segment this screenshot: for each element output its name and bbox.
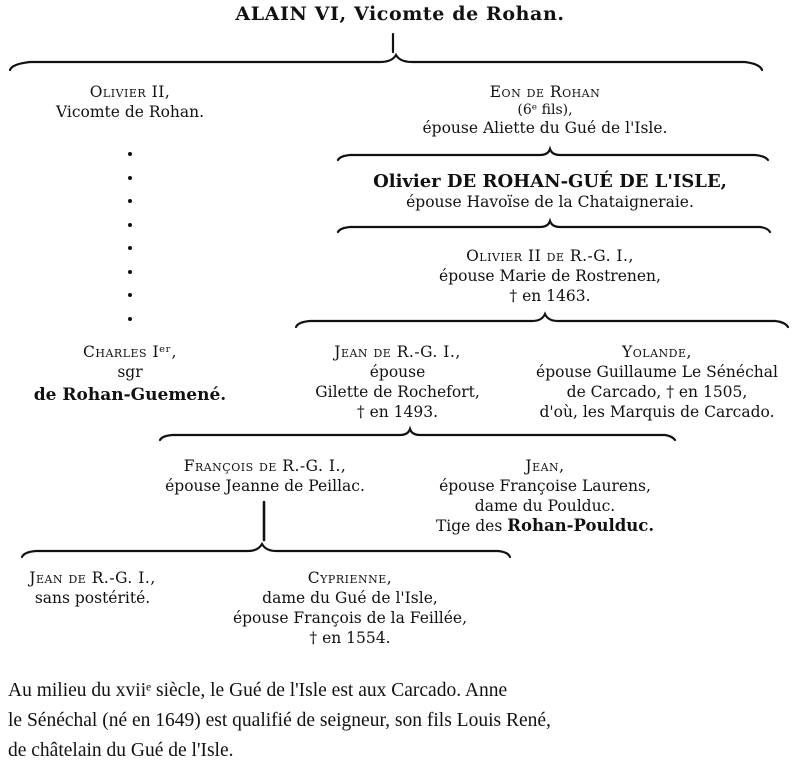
tige-house: Rohan-Poulduc. [507, 516, 655, 535]
paragraph-line: le Sénéchal (né en 1649) est qualifié de seigneur, son fils Louis René, [8, 710, 551, 731]
brace-gen1 [10, 55, 762, 70]
brace-olivier2 [296, 314, 788, 327]
person-note: sans postérité. [34, 589, 151, 607]
person-death: † en 1493. [356, 403, 439, 421]
person-tige [395, 516, 695, 536]
person-spouse: épouse Havoïse de la Chataigneraie. [406, 193, 694, 211]
person-olivier-de-rohan-gue [320, 172, 780, 212]
lineage-dot [128, 199, 132, 203]
lineage-dot [128, 293, 132, 297]
person-cyprienne [200, 568, 500, 648]
person-name: Cyprienne, [307, 569, 393, 587]
person-spouse: épouse François de la Feillée, [232, 609, 468, 627]
brace-eon [338, 149, 768, 160]
person-name: Jean de R.-G. I., [29, 569, 156, 587]
person-title: dame du Gué de l'Isle, [262, 589, 438, 607]
person-charles-i [0, 342, 260, 408]
paragraph-line: Au milieu du xviiᵉ siècle, le Gué de l'Isle est aux Carcado. Anne [8, 680, 508, 701]
person-line: de Carcado, † en 1505, [566, 383, 748, 401]
person-name: Olivier II, [89, 83, 171, 101]
lineage-dot [128, 176, 132, 180]
brace-olivier [338, 221, 770, 232]
person-death: † en 1554. [309, 629, 391, 647]
person-eon-de-rohan [380, 82, 710, 138]
person-title: dame du Poulduc. [474, 497, 616, 515]
person-house: de Rohan-Guemené. [33, 385, 227, 405]
person-name: François de R.-G. I., [183, 457, 347, 475]
dotted-lineage [126, 152, 134, 340]
lineage-dot [128, 317, 132, 321]
person-note: (6ᵉ fils), [517, 102, 573, 118]
person-jean-rgi-1493 [285, 342, 510, 422]
lineage-dot [128, 152, 132, 156]
person-spouse: Gilette de Rochefort, [315, 383, 480, 401]
lineage-dot [128, 270, 132, 274]
person-name: Jean, [525, 457, 565, 475]
person-name: Eon de Rohan [489, 83, 601, 101]
person-line: d'où, les Marquis de Carcado. [539, 403, 775, 421]
brace-francois [22, 544, 510, 557]
person-francois-rgi [120, 456, 410, 496]
person-spouse: épouse Jeanne de Peillac. [165, 477, 365, 495]
person-name: Yolande, [622, 343, 692, 361]
lineage-dot [128, 246, 132, 250]
root-person [0, 4, 800, 24]
brace-jean1 [160, 429, 675, 440]
person-spouse: épouse Marie de Rostrenen, [439, 267, 661, 285]
person-name: Charles Iᵉʳ, [83, 343, 177, 361]
person-olivier-ii-rgi [380, 246, 720, 306]
lineage-dot [128, 223, 132, 227]
root-name: ALAIN VI, Vicomte de Rohan. [235, 3, 565, 25]
person-spouse: épouse Aliette du Gué de l'Isle. [422, 119, 668, 137]
person-title: Vicomte de Rohan. [55, 103, 205, 121]
person-jean-rgi-sans-posterite [0, 568, 185, 608]
person-spouse: épouse Françoise Laurens, [439, 477, 651, 495]
person-olivier-ii-vicomte [30, 82, 230, 122]
person-sgr: sgr [117, 363, 143, 381]
person-name: Olivier II de R.-G. I., [466, 247, 634, 265]
person-epouse: épouse [369, 363, 426, 381]
person-death: † en 1463. [509, 287, 591, 305]
tige-prefix: Tige des [435, 517, 503, 535]
person-jean-poulduc [395, 456, 695, 536]
person-name: Olivier DE ROHAN-GUÉ DE L'ISLE, [373, 171, 727, 192]
person-line: épouse Guillaume Le Sénéchal [536, 363, 778, 381]
person-yolande [518, 342, 796, 422]
paragraph-line: de châtelain du Gué de l'Isle. [8, 740, 234, 761]
body-paragraph [8, 676, 792, 766]
person-name: Jean de R.-G. I., [334, 343, 461, 361]
